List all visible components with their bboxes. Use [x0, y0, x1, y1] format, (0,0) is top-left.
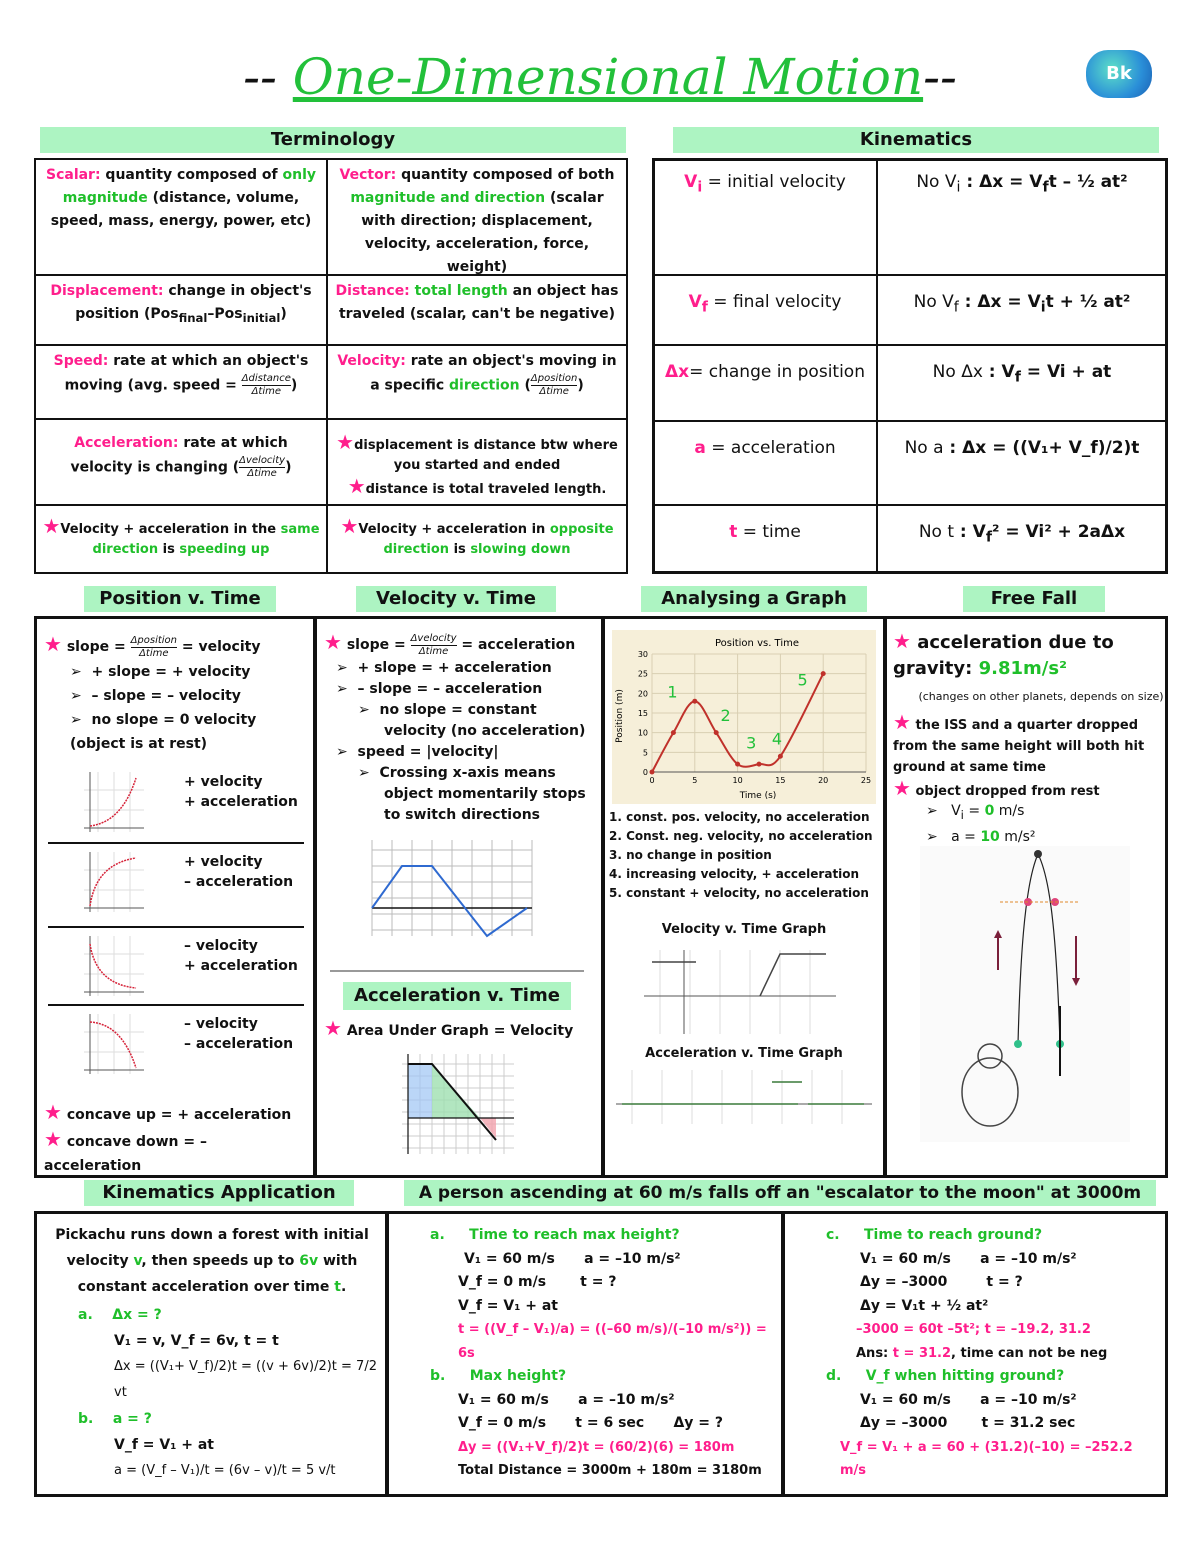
distance-term: Distance:: [335, 283, 410, 299]
velocity-end: ): [577, 377, 584, 394]
vector-highlight: magnitude and direction: [350, 190, 546, 206]
analysis-item-5-text: 5. constant + velocity, no acceleration: [609, 886, 869, 900]
problem-t: t: [334, 1279, 341, 1295]
esc-c-line4: –3000 = 60t –5t²; t = –19.2, 31.2: [856, 1322, 1091, 1337]
esc-c-ans-value: t = 31.2: [892, 1345, 952, 1361]
pos-item-3: ➢ no slope = 0 velocity (object is at rest): [70, 711, 257, 752]
y-tick-label: 25: [637, 669, 648, 679]
graph-label-acceleration: + acceleration: [184, 958, 298, 974]
esc-a-label: a.: [430, 1227, 445, 1243]
esc-b-line3: Δy = ((V₁+V_f)/2)t = (60/2)(6) = 180m: [458, 1439, 735, 1455]
concave-up-text: concave up = + acceleration: [66, 1107, 292, 1123]
problem-v: v: [133, 1253, 142, 1269]
displacement-end: ): [280, 306, 287, 322]
opp-highlight: opposite direction: [383, 522, 614, 557]
concave-up-line: [44, 1100, 306, 1127]
problem-text3: with constant acceleration over time: [77, 1253, 358, 1295]
graph-separator: [48, 1004, 304, 1006]
esc-d-label: d.: [826, 1368, 842, 1384]
vel-item-1-text: + slope = + acceleration: [357, 659, 552, 676]
pos-item-1: ➢ + slope = + velocity: [70, 663, 251, 680]
part-a-line1: V₁ = v, V_f = 6v, t = t: [114, 1333, 279, 1349]
data-point: [650, 770, 655, 775]
esc-c-question: [826, 1224, 1162, 1248]
star-icon: ★: [42, 514, 61, 538]
problem-text2: , then speeds up to: [141, 1253, 300, 1269]
x-tick-label: 20: [818, 776, 829, 785]
part-b-question: [78, 1406, 378, 1432]
a-pre: a =: [951, 828, 981, 845]
var-symbol: Δx: [665, 362, 690, 382]
vel-item-5: ➢ Crossing x-axis means object momentarily stops to switch directions: [358, 764, 586, 823]
scalar-text2: (distance, volume, speed, mass, energy, power, etc): [50, 190, 312, 229]
logo: [1086, 50, 1152, 98]
x-tick-label: 5: [692, 776, 698, 785]
esc-a-line1: V₁ = 60 m/s a = –10 m/s²: [464, 1250, 681, 1267]
note-distance: distance is total traveled length.: [365, 482, 607, 497]
displacement-cell: [34, 274, 328, 346]
eq-body: : $V_f^2 = Vi^2 + 2a\Delta x$: [954, 522, 1126, 546]
data-point: [735, 762, 740, 767]
vi-line: ➢ $V_i = 0$ m/s: [926, 803, 1025, 822]
vel-slope-line: [324, 632, 596, 658]
esc-a-q: Time to reach max height?: [469, 1227, 680, 1243]
star-icon: ★: [893, 629, 911, 653]
opposite-direction-cell: [326, 504, 628, 574]
scalar-term: Scalar:: [45, 167, 101, 183]
pos-slope-den: Δtime: [139, 647, 169, 659]
top-point: [1034, 850, 1042, 858]
eq-body: : $\Delta x = V_it$ + ½ at²: [958, 292, 1131, 316]
a-unit: m/s²: [999, 828, 1036, 845]
analysis-item-4: [609, 865, 881, 884]
eq-label: No $V_f$: [913, 292, 959, 316]
vi-mid: =: [963, 803, 985, 819]
area-rect: [408, 1064, 432, 1118]
part-a-question: [78, 1302, 378, 1328]
segment-annotation: 5: [797, 670, 808, 690]
pos-slope-pre: slope =: [66, 639, 131, 655]
point-green-1: [1014, 1040, 1022, 1048]
area-graph: [398, 1050, 522, 1158]
velocity-highlight: direction: [449, 377, 520, 394]
esc-c-line2: Δy = –3000 t = ?: [860, 1274, 1023, 1290]
pos-item-2-text: – slope = – velocity: [91, 687, 241, 704]
gravity-head: acceleration due to gravity:: [893, 632, 1114, 679]
y-tick-label: 30: [637, 650, 648, 659]
same-text1: Velocity + acceleration in the: [60, 522, 281, 537]
negative-area: [480, 1118, 496, 1138]
esc-c-label: c.: [826, 1227, 840, 1243]
speed-fraction-num: Δdistance: [241, 373, 291, 384]
analysis-item-1-text: 1. const. pos. velocity, no acceleration: [609, 810, 870, 824]
distance-cell: [326, 274, 628, 346]
part-a-q: Δx = ?: [112, 1307, 162, 1323]
analysis-item-3-text: 3. no change in position: [609, 848, 772, 862]
mini-position-graph-1: [82, 770, 146, 834]
velocity-term: Velocity:: [337, 353, 406, 369]
esc-d-line1: V₁ = 60 m/s a = –10 m/s²: [860, 1391, 1077, 1408]
x-tick-label: 0: [649, 776, 655, 785]
var-symbol: $V_i$: [684, 172, 703, 196]
pos-time-content: [44, 632, 306, 756]
kinematics-variable-3: [652, 344, 878, 422]
pos-slope-num: Δposition: [130, 634, 178, 646]
scalar-cell: [34, 158, 328, 276]
pikachu-solution: [78, 1302, 378, 1484]
speed-fraction-den: Δtime: [251, 386, 282, 397]
kinematics-variable-4: [652, 420, 878, 506]
analysis-item-3: [609, 846, 881, 865]
vel-slope-post: = acceleration: [456, 637, 576, 653]
speed-text: rate at which an object's moving (avg. speed =: [64, 353, 309, 394]
segment-annotation: 1: [667, 682, 678, 702]
acceleration-cell: [34, 418, 328, 506]
part-a-label: a.: [78, 1307, 93, 1323]
area-note: [324, 1016, 596, 1043]
speed-cell: [34, 344, 328, 420]
header-free-fall: Free Fall: [963, 586, 1105, 612]
mini-position-graph-2: [82, 850, 146, 914]
header-kin-app: Kinematics Application: [84, 1180, 354, 1206]
eq-label: No $V_i$: [916, 172, 961, 196]
esc-b-q: Max height?: [469, 1368, 567, 1384]
part-b-line2: a = (V_f – V₁)/t = (6v – v)/t = 5 v/t: [114, 1463, 336, 1478]
esc-d-q: V_f when hitting ground?: [865, 1368, 1065, 1384]
var-symbol: t: [729, 522, 738, 542]
esc-b-label: b.: [430, 1368, 446, 1384]
header-terminology: Terminology: [40, 127, 626, 153]
x-tick-label: 15: [775, 776, 786, 785]
segment-annotation: 4: [771, 729, 783, 749]
vi-unit: m/s: [994, 803, 1025, 819]
chart-title: Position vs. Time: [714, 638, 800, 649]
header-acc-time: Acceleration v. Time: [343, 982, 571, 1010]
acceleration-end: ): [285, 459, 292, 476]
title-prefix: --: [243, 48, 293, 106]
graph-separator: [48, 926, 304, 928]
data-point: [821, 671, 826, 676]
same-highlight: same direction: [92, 522, 320, 557]
star-icon: ★: [893, 710, 911, 734]
divider: [330, 970, 584, 972]
analysis-item-2: [609, 827, 881, 846]
speed-end: ): [290, 377, 298, 394]
vel-slope-num: Δvelocity: [410, 632, 457, 644]
y-tick-label: 10: [637, 728, 648, 738]
vel-item-1: ➢ + slope = + acceleration: [336, 659, 552, 676]
esc-b-line2: V_f = 0 m/s t = 6 sec Δy = ?: [458, 1415, 724, 1431]
eq-label: No Δx: [932, 362, 983, 382]
graph-label-acceleration: – acceleration: [184, 874, 294, 890]
pos-slope-line: [44, 632, 306, 660]
var-definition: = initial velocity: [702, 172, 846, 192]
y-tick-label: 0: [642, 768, 648, 777]
kinematics-equation-4: [876, 420, 1168, 506]
mini-graph-label-3: [184, 936, 302, 976]
vi-sub: i: [960, 807, 964, 822]
analysis-item-1: [609, 808, 881, 827]
mini-graph-label-1: [184, 772, 302, 812]
problem-text4: .: [340, 1279, 347, 1295]
esc-d-line3: V_f = V₁ + a = 60 + (31.2)(–10) = –252.2 m/s: [840, 1439, 1133, 1478]
star-icon: ★: [324, 630, 342, 654]
graph-label-velocity: – velocity: [184, 938, 258, 954]
star-icon: ★: [893, 776, 911, 800]
part-b-label: b.: [78, 1411, 94, 1427]
esc-c-line3: Δy = V₁t + ½ at²: [860, 1297, 989, 1314]
esc-a-question: [430, 1224, 778, 1248]
vi-value: 0: [984, 803, 995, 819]
analysis-item-2-text: 2. Const. neg. velocity, no acceleration: [609, 829, 873, 843]
graph-label-acceleration: + acceleration: [184, 794, 298, 810]
esc-d-line2: Δy = –3000 t = 31.2 sec: [860, 1415, 1076, 1431]
header-kinematics: Kinematics: [673, 127, 1159, 153]
same-direction-cell: [34, 504, 328, 574]
data-point: [714, 730, 719, 735]
esc-d-question: [826, 1365, 1162, 1389]
a-line: ➢ a = 10 m/s²: [926, 828, 1036, 845]
mini-position-graph-4: [82, 1012, 146, 1076]
esc-b-line1: V₁ = 60 m/s a = –10 m/s²: [458, 1391, 675, 1408]
vector-text1: quantity composed of both: [396, 167, 615, 183]
opp-text1: Velocity + acceleration in: [358, 522, 550, 537]
star-icon: ★: [347, 474, 366, 498]
concave-down-text: concave down = – acceleration: [44, 1134, 207, 1174]
displacement-text: change in object's position (Pos: [75, 283, 312, 322]
var-symbol: $V_f$: [688, 292, 708, 316]
chart-ylabel: Position (m): [615, 689, 625, 743]
displacement-mid: –Pos: [207, 306, 243, 322]
pikachu-problem: [48, 1222, 376, 1300]
escalator-cd: [826, 1224, 1162, 1483]
graph-separator: [48, 842, 304, 844]
same-text2: is: [158, 542, 180, 557]
position-chart: [612, 630, 876, 804]
esc-a-line4: t = ((V_f – V₁)/a) = ((–60 m/s)/(–10 m/s²)) = 6s: [458, 1322, 767, 1361]
mini-graph-label-2: [184, 852, 302, 892]
concave-notes: [44, 1100, 306, 1178]
analysis-item-4-text: 4. increasing velocity, + acceleration: [609, 867, 860, 881]
velocity-example-graph: [362, 830, 538, 942]
displacement-term: Displacement:: [50, 283, 164, 299]
vel-time-content: [324, 632, 596, 826]
esc-c-ans-note: , time can not be neg: [951, 1345, 1108, 1361]
kinematics-variable-5: [652, 504, 878, 574]
esc-c-answer: [826, 1342, 1162, 1366]
free-fall-diagram: [920, 846, 1130, 1142]
analysis-list: [609, 808, 881, 903]
esc-c-q: Time to reach ground?: [864, 1227, 1043, 1243]
var-definition: = change in position: [689, 362, 865, 382]
graph-label-velocity: – velocity: [184, 1016, 258, 1032]
at-graph-title: Acceleration v. Time Graph: [645, 1046, 843, 1061]
header-escalator: A person ascending at 60 m/s falls off an "escalator to the moon" at 3000m: [404, 1180, 1156, 1206]
kinematics-equation-3: [876, 344, 1168, 422]
var-symbol: a: [694, 438, 706, 458]
kinematics-equation-5: [876, 504, 1168, 574]
eq-body: : Δx = ((V₁+ V_f)/2)t: [943, 438, 1140, 458]
gravity-note: (changes on other planets, depends on size): [918, 690, 1164, 703]
var-definition: = final velocity: [707, 292, 842, 312]
x-tick-label: 25: [860, 776, 872, 785]
note-displacement: displacement is distance btw where you started and ended: [354, 438, 618, 473]
vel-item-2-text: – slope = – acceleration: [357, 680, 543, 697]
pos-item-1-text: + slope = + velocity: [91, 663, 251, 680]
esc-a-line2: V_f = 0 m/s t = ?: [458, 1274, 617, 1290]
vector-term: Vector:: [339, 167, 397, 183]
pos-item-3-text: no slope = 0 velocity (object is at rest): [70, 711, 257, 752]
graph-label-acceleration: – acceleration: [184, 1036, 294, 1052]
a-value: 10: [980, 828, 1000, 845]
notes-cell: [326, 418, 628, 506]
scalar-highlight: only magnitude: [62, 167, 316, 206]
velocity-line: [372, 866, 527, 936]
esc-b-question: [430, 1365, 778, 1389]
rest-text: object dropped from rest: [915, 784, 1100, 799]
data-point: [692, 699, 697, 704]
eq-body: : $\Delta x = V_ft$ – ½ at²: [960, 172, 1128, 196]
vel-item-4-text: speed = |velocity|: [357, 743, 499, 760]
speed-term: Speed:: [53, 353, 109, 369]
concave-down-line: [44, 1127, 306, 1178]
star-icon: ★: [44, 1100, 62, 1124]
mini-position-graph-3: [82, 934, 146, 998]
iss-text: the ISS and a quarter dropped from the same height will both hit ground at same time: [893, 718, 1145, 775]
vel-item-2: ➢ – slope = – acceleration: [336, 680, 543, 697]
opp-text2: is: [449, 542, 471, 557]
vector-cell: [326, 158, 628, 276]
scalar-text1: quantity composed of: [100, 167, 283, 183]
vel-item-5-text: Crossing x-axis means object momentarily stops to switch directions: [379, 764, 586, 823]
escalator-ab: [430, 1224, 778, 1483]
acceleration-text: rate at which velocity is changing (: [70, 435, 288, 476]
vi-pre: V: [951, 803, 961, 819]
vel-item-3: ➢ no slope = constant velocity (no acceleration): [358, 701, 586, 739]
header-analysing: Analysing a Graph: [641, 586, 867, 612]
vel-slope-den: Δtime: [418, 645, 449, 657]
vt-graph-title: Velocity v. Time Graph: [661, 922, 827, 937]
vector-text2: (scalar with direction; displacement, velocity, acceleration, force, weight): [361, 190, 604, 275]
opp-result: slowing down: [470, 542, 571, 557]
distance-highlight: total length: [409, 283, 508, 299]
analysis-item-5: [609, 884, 881, 903]
velocity-open: (: [519, 377, 531, 394]
header-pos-time: Position v. Time: [84, 586, 276, 612]
vt-graph: [640, 944, 840, 1036]
vel-item-3-text: no slope = constant velocity (no acceleration): [379, 701, 586, 739]
graph-label-velocity: + velocity: [184, 854, 263, 870]
part-a-line2: Δx = ((V₁+ V_f)/2)t = ((v + 6v)/2)t = 7/2 vt: [114, 1359, 377, 1400]
acceleration-fraction-den: Δtime: [247, 468, 277, 479]
esc-b-line4: Total Distance = 3000m + 180m = 3180m: [458, 1463, 762, 1478]
acceleration-term: Acceleration:: [74, 435, 179, 451]
y-tick-label: 15: [637, 709, 648, 718]
velocity-text: rate an object's moving in a specific: [370, 353, 617, 394]
var-definition: = time: [737, 522, 801, 542]
velocity-fraction-num: Δposition: [530, 373, 578, 384]
free-fall-values: [926, 800, 1156, 848]
displacement-sub2: initial: [242, 310, 281, 325]
vel-slope-pre: slope =: [346, 637, 411, 653]
star-icon: ★: [324, 1016, 342, 1040]
gravity-line: [893, 628, 1161, 682]
displacement-sub1: final: [178, 310, 208, 325]
eq-body: : $V_f = Vi$ + at: [982, 362, 1112, 386]
kinematics-variable-2: [652, 274, 878, 346]
eq-label: No a: [904, 438, 944, 458]
velocity-cell: [326, 344, 628, 420]
y-tick-label: 20: [637, 689, 648, 699]
page-title: [0, 48, 1200, 106]
data-point: [671, 730, 676, 735]
kinematics-variable-1: [652, 158, 878, 276]
same-result: speeding up: [179, 542, 270, 557]
x-tick-label: 10: [732, 776, 743, 785]
distance-text: an object has traveled (scalar, can't be negative): [338, 283, 619, 322]
velocity-fraction-den: Δtime: [539, 386, 569, 397]
data-point: [757, 762, 762, 767]
esc-c-ans-label: Ans:: [856, 1345, 893, 1361]
area-note-text: Area Under Graph = Velocity: [346, 1023, 574, 1039]
kinematics-equation-1: [876, 158, 1168, 276]
logo-text: Bk: [1106, 63, 1132, 84]
title-suffix: --: [923, 48, 957, 106]
header-vel-time: Velocity v. Time: [356, 586, 556, 612]
iss-note: [893, 712, 1161, 802]
star-icon: ★: [44, 632, 62, 656]
mini-graph-label-4: [184, 1014, 302, 1054]
at-graph: [612, 1066, 876, 1126]
star-icon: ★: [336, 430, 355, 454]
part-b-line1: V_f = V₁ + at: [114, 1437, 214, 1453]
star-icon: ★: [340, 514, 359, 538]
esc-c-line1: V₁ = 60 m/s a = –10 m/s²: [860, 1250, 1077, 1267]
segment-annotation: 2: [720, 705, 731, 725]
part-b-q: a = ?: [112, 1411, 152, 1427]
graph-label-velocity: + velocity: [184, 774, 263, 790]
vel-item-4: ➢ speed = |velocity|: [336, 743, 499, 760]
problem-6v: 6v: [299, 1253, 319, 1269]
title-main: One-Dimensional Motion: [292, 48, 924, 106]
star-icon: ★: [44, 1127, 62, 1151]
chart-xlabel: Time (s): [739, 791, 777, 801]
y-tick-label: 5: [642, 748, 648, 758]
esc-a-line3: V_f = V₁ + at: [458, 1297, 558, 1314]
kinematics-equation-2: [876, 274, 1168, 346]
pos-slope-post: = velocity: [177, 639, 261, 655]
acceleration-fraction-num: Δvelocity: [239, 455, 286, 466]
data-point: [778, 754, 783, 759]
pos-item-2: ➢ – slope = – velocity: [70, 687, 241, 704]
gravity-value: 9.81m/s²: [978, 658, 1067, 679]
var-definition: = acceleration: [705, 438, 836, 458]
problem-text1: Pickachu runs down a forest with initial velocity: [55, 1227, 369, 1269]
eq-label: No t: [918, 522, 955, 542]
segment-annotation: 3: [746, 733, 757, 753]
